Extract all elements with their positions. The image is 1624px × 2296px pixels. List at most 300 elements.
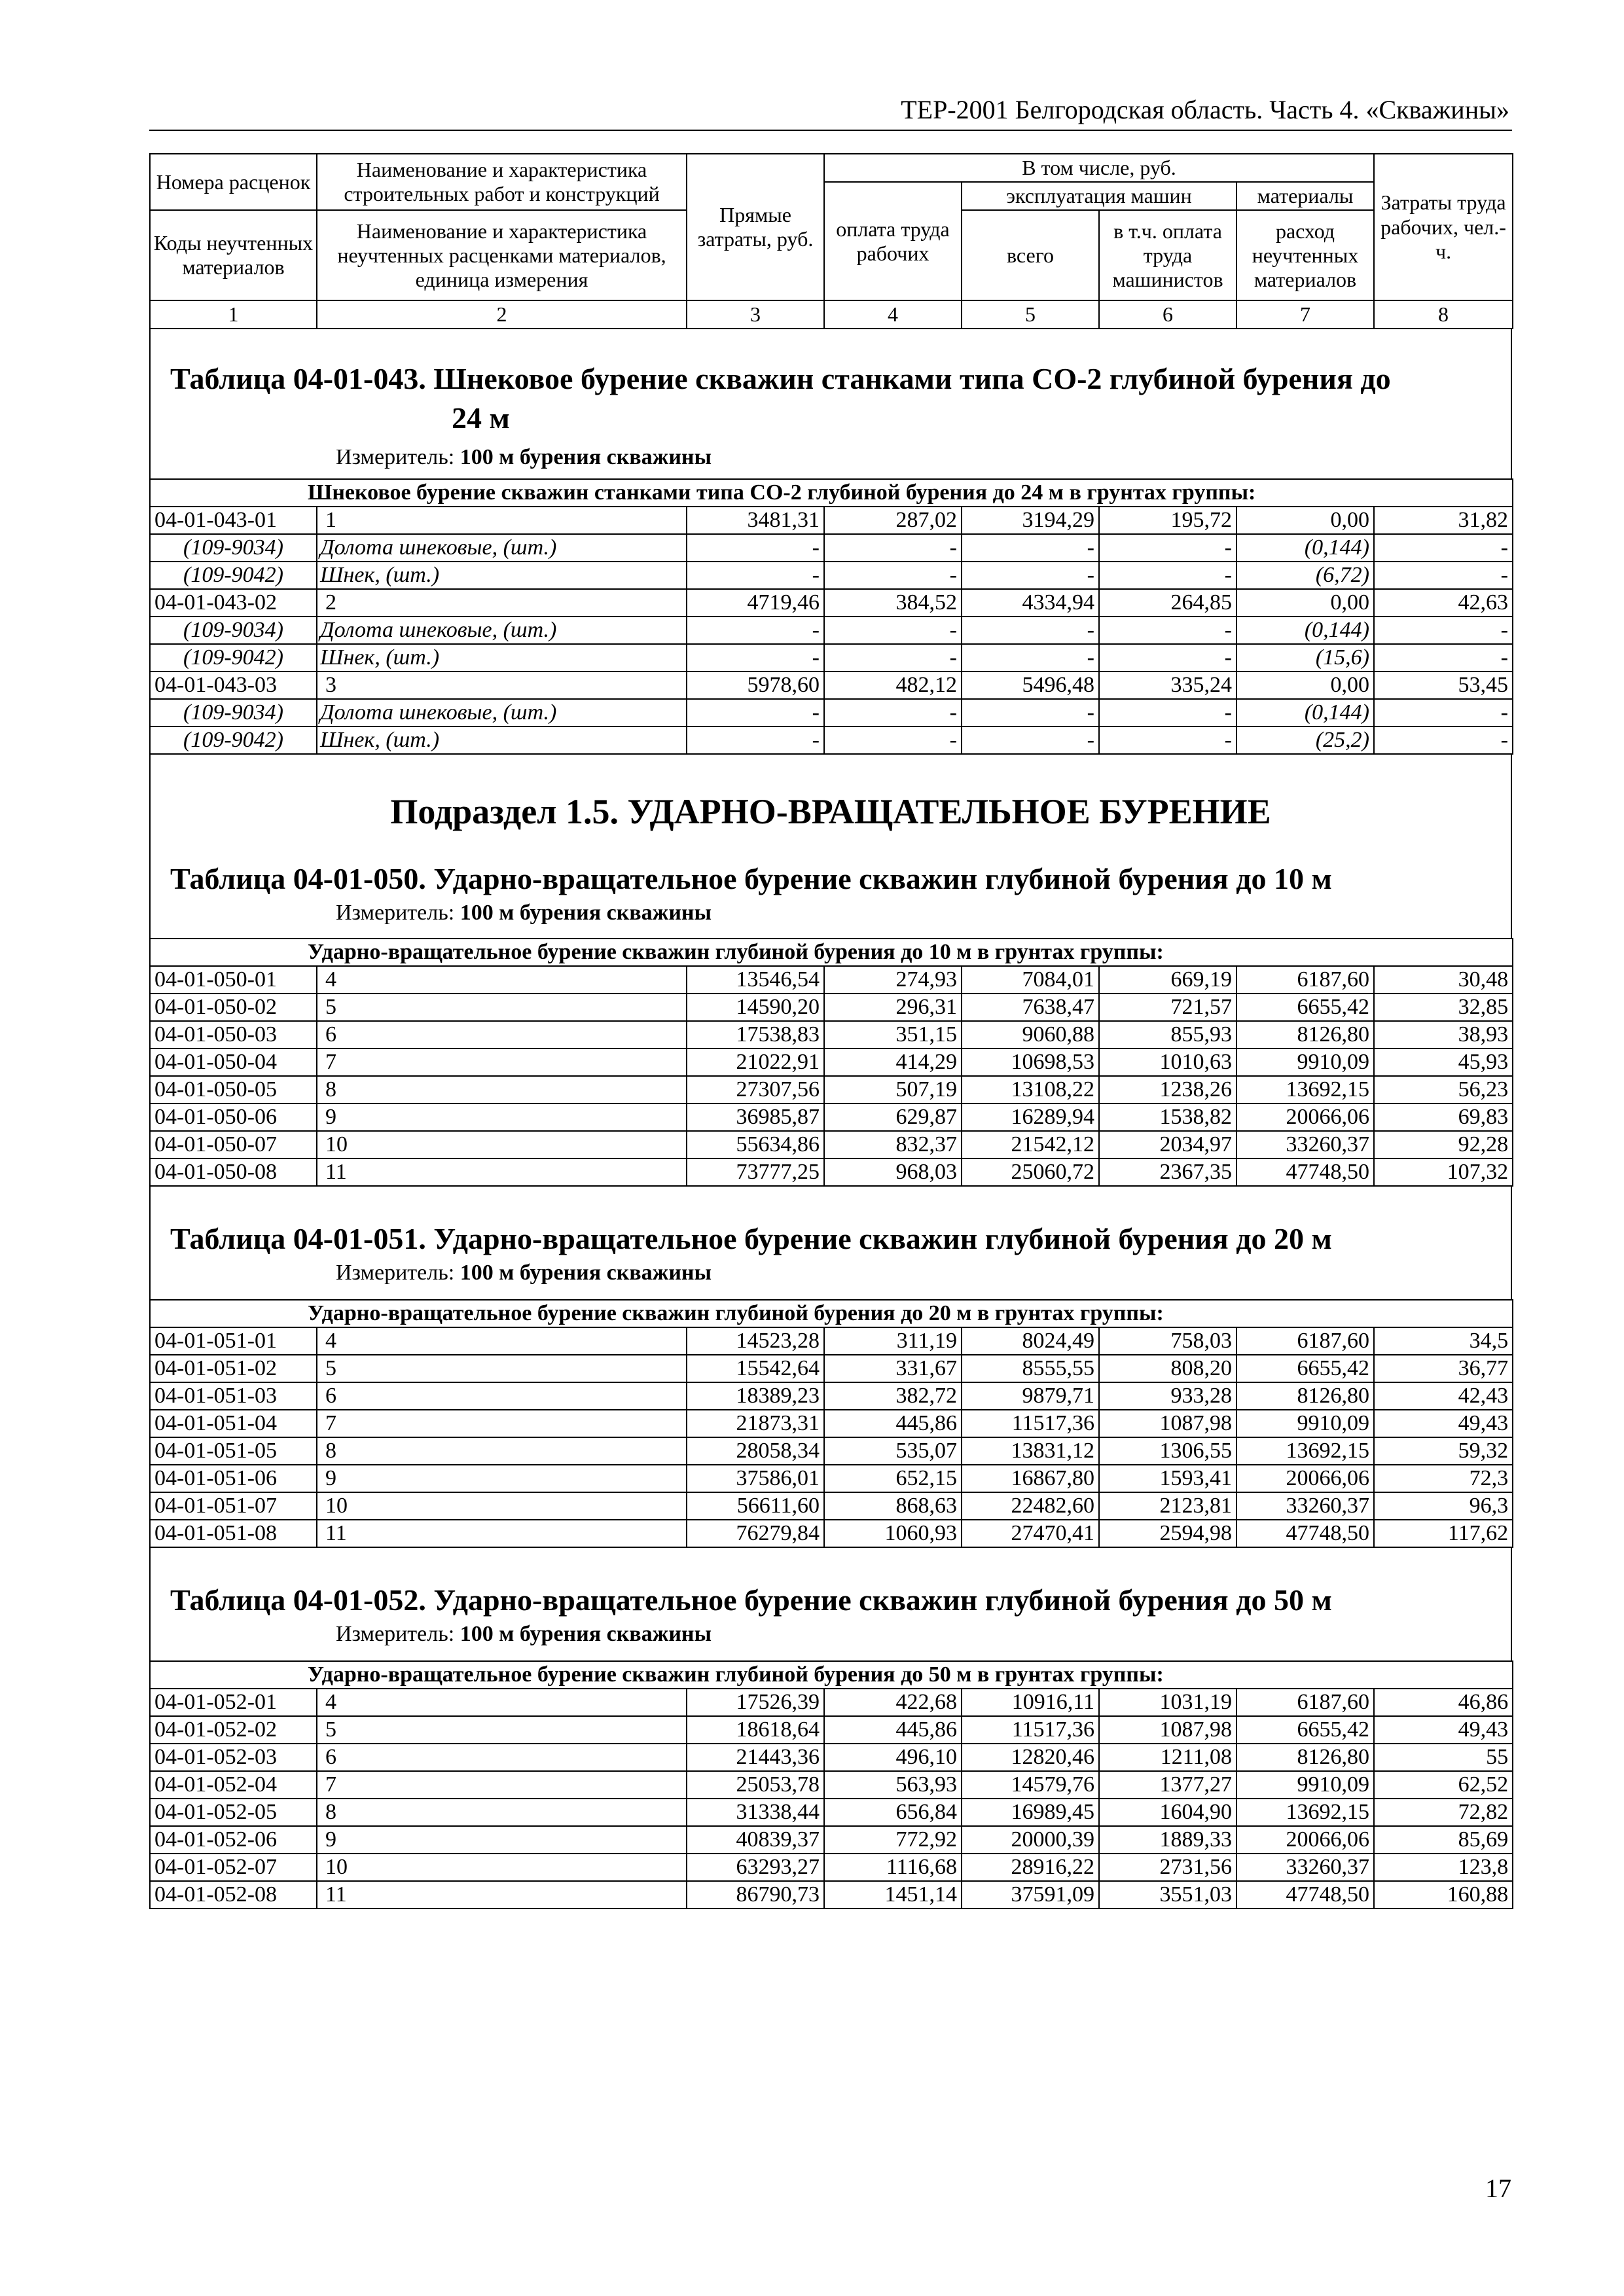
table-051-caption <box>149 1187 1512 1299</box>
soil-group: 11 <box>317 1881 687 1909</box>
value-cell: 36985,87 <box>687 1103 824 1131</box>
value-cell: - <box>1374 562 1513 589</box>
col-header-materials: материалы <box>1236 182 1374 210</box>
value-cell: - <box>824 562 962 589</box>
value-cell: 772,92 <box>824 1826 962 1854</box>
value-cell: - <box>962 617 1099 644</box>
value-cell: 11517,36 <box>962 1410 1099 1437</box>
column-numbers-row <box>150 300 1513 329</box>
value-cell: 1116,68 <box>824 1854 962 1881</box>
table-row <box>150 1327 1513 1355</box>
rate-code: 04-01-052-07 <box>150 1854 317 1881</box>
value-cell: - <box>1374 644 1513 672</box>
value-cell: 69,83 <box>1374 1103 1513 1131</box>
value-cell: 669,19 <box>1099 966 1236 994</box>
value-cell: 56611,60 <box>687 1492 824 1520</box>
value-cell: 42,43 <box>1374 1382 1513 1410</box>
value-cell: 33260,37 <box>1236 1854 1374 1881</box>
group-heading: Ударно-вращательное бурение скважин глубиной бурения до 20 м в грунтах группы: <box>150 1300 1513 1327</box>
value-cell: 40839,37 <box>687 1826 824 1854</box>
col-header-material-codes: Коды неучтенных материалов <box>150 210 317 300</box>
table-row <box>150 1382 1513 1410</box>
value-cell: 34,5 <box>1374 1327 1513 1355</box>
value-cell: 96,3 <box>1374 1492 1513 1520</box>
value-cell: 13692,15 <box>1236 1437 1374 1465</box>
table-meter: Измеритель: 100 м бурения скважины <box>336 1622 712 1647</box>
value-cell: 808,20 <box>1099 1355 1236 1382</box>
material-name: Шнек, (шт.) <box>317 644 687 672</box>
group-heading-row <box>150 939 1513 966</box>
value-cell: 37591,09 <box>962 1881 1099 1909</box>
value-cell: 7638,47 <box>962 994 1099 1021</box>
group-heading-row <box>150 479 1513 507</box>
value-cell: 13108,22 <box>962 1076 1099 1103</box>
col-header-material-names: Наименование и характеристика неучтенных расценками материалов, единица измерения <box>317 210 687 300</box>
value-cell: 758,03 <box>1099 1327 1236 1355</box>
table-row <box>150 1689 1513 1716</box>
value-cell: 25060,72 <box>962 1158 1099 1186</box>
value-cell: - <box>1099 699 1236 726</box>
material-code: (109-9042) <box>150 726 317 754</box>
soil-group: 7 <box>317 1410 687 1437</box>
material-name: Долота шнековые, (шт.) <box>317 534 687 562</box>
value-cell: 32,85 <box>1374 994 1513 1021</box>
table-row <box>150 1716 1513 1744</box>
soil-group: 1 <box>317 507 687 534</box>
table-title: Таблица 04-01-052. Ударно-вращательное бурение скважин глубиной бурения до 50 м <box>170 1583 1332 1617</box>
soil-group: 10 <box>317 1854 687 1881</box>
value-cell: 1593,41 <box>1099 1465 1236 1492</box>
value-cell: 20066,06 <box>1236 1465 1374 1492</box>
soil-group: 8 <box>317 1799 687 1826</box>
value-cell: 5496,48 <box>962 672 1099 699</box>
value-cell: 37586,01 <box>687 1465 824 1492</box>
table-row <box>150 1854 1513 1881</box>
value-cell: - <box>1099 726 1236 754</box>
soil-group: 7 <box>317 1771 687 1799</box>
rate-code: 04-01-050-08 <box>150 1158 317 1186</box>
value-cell: 22482,60 <box>962 1492 1099 1520</box>
value-cell: 7084,01 <box>962 966 1099 994</box>
rate-code: 04-01-043-03 <box>150 672 317 699</box>
table-043 <box>149 478 1513 755</box>
value-cell: 8024,49 <box>962 1327 1099 1355</box>
soil-group: 5 <box>317 1716 687 1744</box>
col-header-labor: Затраты труда рабочих, чел.-ч. <box>1374 154 1513 300</box>
value-cell: 49,43 <box>1374 1410 1513 1437</box>
table-row <box>150 1437 1513 1465</box>
table-meter: Измеритель: 100 м бурения скважины <box>336 1261 712 1285</box>
rate-code: 04-01-051-06 <box>150 1465 317 1492</box>
col-number: 2 <box>317 300 687 329</box>
value-cell: 13546,54 <box>687 966 824 994</box>
material-row <box>150 726 1513 754</box>
rate-code: 04-01-051-01 <box>150 1327 317 1355</box>
rate-code: 04-01-050-06 <box>150 1103 317 1131</box>
value-cell: (0,144) <box>1236 617 1374 644</box>
group-heading: Ударно-вращательное бурение скважин глубиной бурения до 10 м в грунтах группы: <box>150 939 1513 966</box>
soil-group: 8 <box>317 1437 687 1465</box>
soil-group: 4 <box>317 1689 687 1716</box>
value-cell: - <box>687 726 824 754</box>
value-cell: 73777,25 <box>687 1158 824 1186</box>
material-name: Долота шнековые, (шт.) <box>317 617 687 644</box>
value-cell: 49,43 <box>1374 1716 1513 1744</box>
value-cell: 968,03 <box>824 1158 962 1186</box>
value-cell: 2034,97 <box>1099 1131 1236 1158</box>
value-cell: 629,87 <box>824 1103 962 1131</box>
value-cell: 21542,12 <box>962 1131 1099 1158</box>
value-cell: (15,6) <box>1236 644 1374 672</box>
value-cell: 535,07 <box>824 1437 962 1465</box>
value-cell: - <box>824 534 962 562</box>
value-cell: 17526,39 <box>687 1689 824 1716</box>
group-heading-row <box>150 1661 1513 1689</box>
value-cell: 4334,94 <box>962 589 1099 617</box>
value-cell: - <box>687 699 824 726</box>
value-cell: 86790,73 <box>687 1881 824 1909</box>
value-cell: 12820,46 <box>962 1744 1099 1771</box>
value-cell: (25,2) <box>1236 726 1374 754</box>
value-cell: 3194,29 <box>962 507 1099 534</box>
value-cell: - <box>1374 617 1513 644</box>
value-cell: 42,63 <box>1374 589 1513 617</box>
value-cell: 195,72 <box>1099 507 1236 534</box>
value-cell: 1087,98 <box>1099 1716 1236 1744</box>
col-number: 7 <box>1236 300 1374 329</box>
rate-code: 04-01-052-08 <box>150 1881 317 1909</box>
value-cell: 10698,53 <box>962 1049 1099 1076</box>
value-cell: 13692,15 <box>1236 1076 1374 1103</box>
value-cell: 563,93 <box>824 1771 962 1799</box>
value-cell: 0,00 <box>1236 507 1374 534</box>
table-meter: Измеритель: 100 м бурения скважины <box>336 901 712 925</box>
value-cell: 1010,63 <box>1099 1049 1236 1076</box>
value-cell: 384,52 <box>824 589 962 617</box>
value-cell: 72,3 <box>1374 1465 1513 1492</box>
value-cell: 8126,80 <box>1236 1382 1374 1410</box>
value-cell: - <box>1374 699 1513 726</box>
value-cell: 0,00 <box>1236 672 1374 699</box>
col-header-operators-pay: в т.ч. оплата труда машинистов <box>1099 210 1236 300</box>
material-row <box>150 562 1513 589</box>
value-cell: 422,68 <box>824 1689 962 1716</box>
value-cell: 76279,84 <box>687 1520 824 1547</box>
value-cell: - <box>1099 562 1236 589</box>
section-title: Подраздел 1.5. УДАРНО-ВРАЩАТЕЛЬНОЕ БУРЕНИЕ <box>390 792 1271 832</box>
rate-code: 04-01-052-03 <box>150 1744 317 1771</box>
soil-group: 2 <box>317 589 687 617</box>
value-cell: 274,93 <box>824 966 962 994</box>
value-cell: 335,24 <box>1099 672 1236 699</box>
material-row <box>150 699 1513 726</box>
material-name: Шнек, (шт.) <box>317 562 687 589</box>
value-cell: 1889,33 <box>1099 1826 1236 1854</box>
value-cell: 59,32 <box>1374 1437 1513 1465</box>
value-cell: 20000,39 <box>962 1826 1099 1854</box>
value-cell: - <box>687 562 824 589</box>
group-heading: Ударно-вращательное бурение скважин глубиной бурения до 50 м в грунтах группы: <box>150 1661 1513 1689</box>
group-heading-row <box>150 1300 1513 1327</box>
value-cell: 6187,60 <box>1236 966 1374 994</box>
value-cell: 1031,19 <box>1099 1689 1236 1716</box>
value-cell: 20066,06 <box>1236 1103 1374 1131</box>
table-050-caption <box>149 755 1512 938</box>
value-cell: 6187,60 <box>1236 1689 1374 1716</box>
value-cell: - <box>962 699 1099 726</box>
table-row <box>150 1520 1513 1547</box>
material-row <box>150 644 1513 672</box>
rate-code: 04-01-050-07 <box>150 1131 317 1158</box>
value-cell: - <box>687 617 824 644</box>
table-row <box>150 1158 1513 1186</box>
table-row <box>150 507 1513 534</box>
value-cell: 3551,03 <box>1099 1881 1236 1909</box>
value-cell: 31,82 <box>1374 507 1513 534</box>
table-row <box>150 1049 1513 1076</box>
value-cell: 85,69 <box>1374 1826 1513 1854</box>
rate-code: 04-01-050-01 <box>150 966 317 994</box>
value-cell: - <box>824 699 962 726</box>
value-cell: 14579,76 <box>962 1771 1099 1799</box>
value-cell: - <box>962 726 1099 754</box>
soil-group: 6 <box>317 1021 687 1049</box>
value-cell: 5978,60 <box>687 672 824 699</box>
value-cell: 27470,41 <box>962 1520 1099 1547</box>
table-meter: Измеритель: 100 м бурения скважины <box>336 445 712 470</box>
value-cell: - <box>1099 644 1236 672</box>
value-cell: 28058,34 <box>687 1437 824 1465</box>
table-row <box>150 1881 1513 1909</box>
value-cell: 9910,09 <box>1236 1049 1374 1076</box>
value-cell: 382,72 <box>824 1382 962 1410</box>
value-cell: 47748,50 <box>1236 1158 1374 1186</box>
value-cell: 1238,26 <box>1099 1076 1236 1103</box>
table-row <box>150 1355 1513 1382</box>
rate-code: 04-01-043-01 <box>150 507 317 534</box>
table-title: Таблица 04-01-043. Шнековое бурение скважин станками типа СО-2 глубиной бурения до 24 м <box>170 362 1391 435</box>
group-heading: Шнековое бурение скважин станками типа СО-2 глубиной бурения до 24 м в грунтах группы: <box>150 479 1513 507</box>
value-cell: 14590,20 <box>687 994 824 1021</box>
value-cell: 160,88 <box>1374 1881 1513 1909</box>
value-cell: 30,48 <box>1374 966 1513 994</box>
value-cell: 55 <box>1374 1744 1513 1771</box>
value-cell: 21022,91 <box>687 1049 824 1076</box>
table-row <box>150 1799 1513 1826</box>
soil-group: 4 <box>317 966 687 994</box>
value-cell: 2731,56 <box>1099 1854 1236 1881</box>
value-cell: - <box>1374 726 1513 754</box>
page-header-text: ТЕР-2001 Белгородская область. Часть 4. «Скважины» <box>901 95 1509 124</box>
col-header-workers-pay: оплата труда рабочих <box>824 182 962 300</box>
value-cell: 311,19 <box>824 1327 962 1355</box>
material-code: (109-9042) <box>150 644 317 672</box>
col-number: 8 <box>1374 300 1513 329</box>
value-cell: 1604,90 <box>1099 1799 1236 1826</box>
value-cell: 63293,27 <box>687 1854 824 1881</box>
table-052 <box>149 1660 1513 1909</box>
value-cell: 14523,28 <box>687 1327 824 1355</box>
value-cell: 832,37 <box>824 1131 962 1158</box>
table-row <box>150 966 1513 994</box>
value-cell: 72,82 <box>1374 1799 1513 1826</box>
page-number: 17 <box>1485 2174 1511 2203</box>
table-row <box>150 1744 1513 1771</box>
document-frame <box>149 153 1512 1909</box>
rate-code: 04-01-052-02 <box>150 1716 317 1744</box>
value-cell: 8126,80 <box>1236 1021 1374 1049</box>
value-cell: 1451,14 <box>824 1881 962 1909</box>
value-cell: 1060,93 <box>824 1520 962 1547</box>
rate-code: 04-01-051-05 <box>150 1437 317 1465</box>
col-header-including: В том числе, руб. <box>824 154 1374 182</box>
material-row <box>150 534 1513 562</box>
value-cell: 20066,06 <box>1236 1826 1374 1854</box>
value-cell: - <box>1099 617 1236 644</box>
value-cell: 15542,64 <box>687 1355 824 1382</box>
value-cell: 46,86 <box>1374 1689 1513 1716</box>
soil-group: 10 <box>317 1131 687 1158</box>
col-header-codes: Номера расценок <box>150 154 317 210</box>
value-cell: 2594,98 <box>1099 1520 1236 1547</box>
table-row <box>150 1826 1513 1854</box>
value-cell: 1377,27 <box>1099 1771 1236 1799</box>
material-row <box>150 617 1513 644</box>
col-number: 4 <box>824 300 962 329</box>
value-cell: 507,19 <box>824 1076 962 1103</box>
value-cell: 36,77 <box>1374 1355 1513 1382</box>
value-cell: 55634,86 <box>687 1131 824 1158</box>
col-number: 5 <box>962 300 1099 329</box>
soil-group: 6 <box>317 1744 687 1771</box>
value-cell: 287,02 <box>824 507 962 534</box>
value-cell: - <box>1374 534 1513 562</box>
value-cell: 18389,23 <box>687 1382 824 1410</box>
value-cell: 331,67 <box>824 1355 962 1382</box>
table-title: Таблица 04-01-050. Ударно-вращательное бурение скважин глубиной бурения до 10 м <box>170 862 1332 896</box>
soil-group: 3 <box>317 672 687 699</box>
value-cell: 47748,50 <box>1236 1881 1374 1909</box>
value-cell: 414,29 <box>824 1049 962 1076</box>
value-cell: 92,28 <box>1374 1131 1513 1158</box>
table-row <box>150 1103 1513 1131</box>
value-cell: 47748,50 <box>1236 1520 1374 1547</box>
material-code: (109-9034) <box>150 617 317 644</box>
value-cell: (0,144) <box>1236 534 1374 562</box>
value-cell: 6187,60 <box>1236 1327 1374 1355</box>
value-cell: 21443,36 <box>687 1744 824 1771</box>
rate-code: 04-01-051-08 <box>150 1520 317 1547</box>
value-cell: - <box>824 617 962 644</box>
rate-code: 04-01-051-02 <box>150 1355 317 1382</box>
value-cell: 445,86 <box>824 1716 962 1744</box>
table-row <box>150 589 1513 617</box>
value-cell: 496,10 <box>824 1744 962 1771</box>
rate-code: 04-01-050-04 <box>150 1049 317 1076</box>
table-row <box>150 1492 1513 1520</box>
soil-group: 6 <box>317 1382 687 1410</box>
soil-group: 11 <box>317 1520 687 1547</box>
col-header-name: Наименование и характеристика строительных работ и конструкций <box>317 154 687 210</box>
value-cell: 264,85 <box>1099 589 1236 617</box>
rate-code: 04-01-051-04 <box>150 1410 317 1437</box>
value-cell: 296,31 <box>824 994 962 1021</box>
value-cell: 9060,88 <box>962 1021 1099 1049</box>
rate-code: 04-01-052-06 <box>150 1826 317 1854</box>
value-cell: - <box>962 644 1099 672</box>
value-cell: 445,86 <box>824 1410 962 1437</box>
value-cell: 17538,83 <box>687 1021 824 1049</box>
soil-group: 7 <box>317 1049 687 1076</box>
col-header-machines-total: всего <box>962 210 1099 300</box>
table-043-caption <box>149 329 1512 478</box>
soil-group: 4 <box>317 1327 687 1355</box>
value-cell: 18618,64 <box>687 1716 824 1744</box>
value-cell: 13831,12 <box>962 1437 1099 1465</box>
value-cell: - <box>962 534 1099 562</box>
value-cell: 721,57 <box>1099 994 1236 1021</box>
material-name: Шнек, (шт.) <box>317 726 687 754</box>
value-cell: 1306,55 <box>1099 1437 1236 1465</box>
value-cell: 855,93 <box>1099 1021 1236 1049</box>
col-header-direct-costs: Прямые затраты, руб. <box>687 154 824 300</box>
value-cell: 482,12 <box>824 672 962 699</box>
value-cell: 13692,15 <box>1236 1799 1374 1826</box>
value-cell: 1538,82 <box>1099 1103 1236 1131</box>
table-title: Таблица 04-01-051. Ударно-вращательное бурение скважин глубиной бурения до 20 м <box>170 1222 1332 1256</box>
table-row <box>150 1465 1513 1492</box>
col-number: 6 <box>1099 300 1236 329</box>
material-name: Долота шнековые, (шт.) <box>317 699 687 726</box>
value-cell: 53,45 <box>1374 672 1513 699</box>
soil-group: 10 <box>317 1492 687 1520</box>
value-cell: 33260,37 <box>1236 1492 1374 1520</box>
rate-code: 04-01-050-05 <box>150 1076 317 1103</box>
table-row <box>150 1076 1513 1103</box>
rate-code: 04-01-043-02 <box>150 589 317 617</box>
page-header <box>149 92 1512 131</box>
rate-code: 04-01-050-03 <box>150 1021 317 1049</box>
value-cell: - <box>824 726 962 754</box>
soil-group: 11 <box>317 1158 687 1186</box>
value-cell: 8555,55 <box>962 1355 1099 1382</box>
value-cell: 6655,42 <box>1236 1355 1374 1382</box>
value-cell: - <box>962 562 1099 589</box>
soil-group: 8 <box>317 1076 687 1103</box>
value-cell: 28916,22 <box>962 1854 1099 1881</box>
rate-code: 04-01-051-03 <box>150 1382 317 1410</box>
soil-group: 9 <box>317 1103 687 1131</box>
value-cell: 6655,42 <box>1236 994 1374 1021</box>
value-cell: 62,52 <box>1374 1771 1513 1799</box>
value-cell: 16989,45 <box>962 1799 1099 1826</box>
value-cell: - <box>687 644 824 672</box>
material-code: (109-9034) <box>150 534 317 562</box>
value-cell: 2367,35 <box>1099 1158 1236 1186</box>
col-header-material-consumption: расход неучтенных материалов <box>1236 210 1374 300</box>
value-cell: 123,8 <box>1374 1854 1513 1881</box>
value-cell: 10916,11 <box>962 1689 1099 1716</box>
column-header-table <box>149 153 1513 329</box>
value-cell: 3481,31 <box>687 507 824 534</box>
col-number: 1 <box>150 300 317 329</box>
col-number: 3 <box>687 300 824 329</box>
value-cell: 933,28 <box>1099 1382 1236 1410</box>
table-row <box>150 1410 1513 1437</box>
value-cell: 9879,71 <box>962 1382 1099 1410</box>
value-cell: 107,32 <box>1374 1158 1513 1186</box>
value-cell: 38,93 <box>1374 1021 1513 1049</box>
